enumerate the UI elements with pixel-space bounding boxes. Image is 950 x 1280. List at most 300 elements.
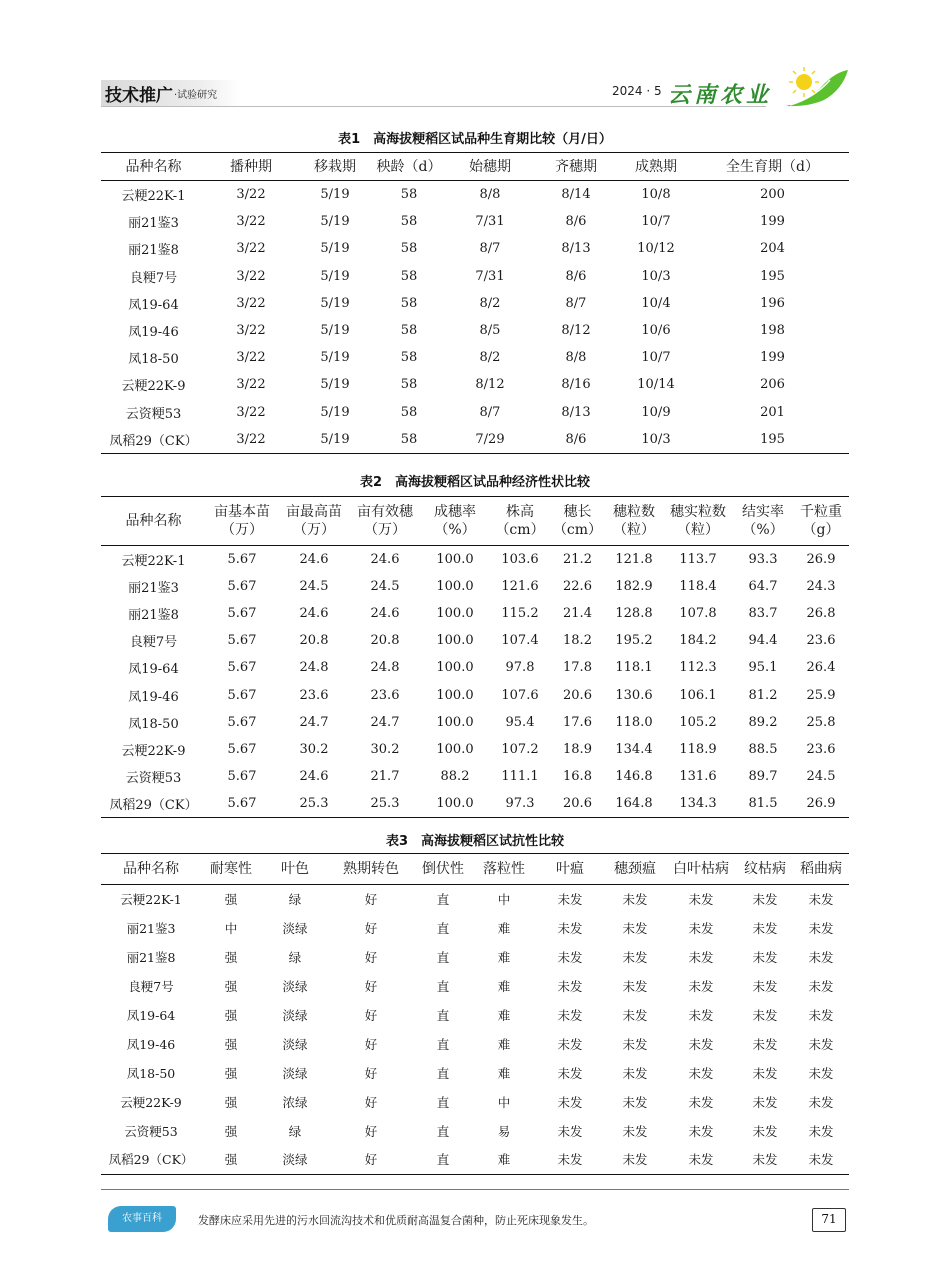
- header-brand: 技术推广: [105, 85, 173, 106]
- table-row: [101, 573, 849, 600]
- table-cell: 58: [400, 350, 418, 366]
- table-cell: 25.8: [806, 714, 836, 730]
- table-cell: 未发: [688, 1036, 714, 1052]
- table-row: [101, 317, 849, 344]
- table-cell: 24.8: [370, 660, 400, 676]
- variety-name-cell: 凤19-64: [128, 662, 179, 678]
- column-header-label: 亩有效穗: [357, 504, 413, 520]
- table-cell: 3/22: [236, 268, 266, 284]
- table-cell: 好: [364, 950, 378, 966]
- table-cell: 88.5: [748, 741, 778, 757]
- table-cell: 58: [400, 431, 418, 447]
- table-cell: 5/19: [320, 431, 350, 447]
- table-cell: 5/19: [320, 323, 350, 339]
- table-cell: 未发: [688, 892, 714, 908]
- table-cell: 201: [760, 404, 785, 420]
- table-cell: 112.3: [679, 660, 717, 676]
- table-cell: 难: [497, 1065, 511, 1081]
- table-cell: 24.3: [806, 579, 836, 595]
- column-header: 稻曲病: [800, 861, 842, 877]
- table-cell: 直: [436, 1094, 450, 1110]
- table-cell: 24.7: [299, 714, 329, 730]
- table-cell: 绿: [288, 950, 302, 966]
- table-cell: 21.7: [370, 768, 400, 784]
- table-cell: 107.8: [679, 606, 717, 622]
- variety-name-cell: 云粳22K-9: [120, 1094, 182, 1110]
- table-cell: 未发: [688, 950, 714, 966]
- table-cell: 25.3: [370, 795, 400, 811]
- table-cell: 淡绿: [282, 921, 308, 937]
- table-cell: 121.8: [615, 552, 653, 568]
- table-cell: 未发: [622, 979, 648, 995]
- table-cell: 8/12: [561, 323, 591, 339]
- table-cell: 5/19: [320, 187, 350, 203]
- table-cell: 89.2: [748, 714, 778, 730]
- column-header: 叶色: [281, 861, 309, 877]
- table-cell: 中: [497, 1094, 511, 1110]
- table-cell: 好: [364, 979, 378, 995]
- column-header-label: 品种名称: [125, 513, 182, 529]
- header-divider: [101, 106, 766, 107]
- table-cell: 8/2: [479, 295, 501, 311]
- variety-name-cell: 凤19-46: [128, 325, 179, 341]
- table-cell: 3/22: [236, 350, 266, 366]
- column-header-label: 穗粒数: [613, 504, 655, 520]
- table-cell: 81.2: [748, 687, 778, 703]
- table-cell: 18.2: [563, 633, 592, 649]
- table-cell: 中: [497, 892, 511, 908]
- table-row: [101, 1145, 849, 1174]
- column-header: 落粒性: [483, 861, 525, 877]
- table-cell: 195.2: [615, 633, 653, 649]
- table-cell: 未发: [557, 1094, 583, 1110]
- table-cell: 8/6: [565, 268, 587, 284]
- table-cell: 23.6: [806, 633, 836, 649]
- table-cell: 10/6: [641, 323, 671, 339]
- variety-name-cell: 云粳22K-1: [121, 189, 186, 205]
- table-cell: 131.6: [679, 768, 717, 784]
- column-header: 播种期: [230, 158, 272, 175]
- table-cell: 3/22: [236, 187, 266, 203]
- table-cell: 强: [224, 950, 238, 966]
- table-row: [101, 1116, 849, 1145]
- table-cell: 118.4: [679, 579, 717, 595]
- table-cell: 未发: [622, 1094, 648, 1110]
- table-cell: 23.6: [370, 687, 400, 703]
- column-header: [490, 497, 550, 546]
- table-cell: 146.8: [615, 768, 653, 784]
- table-cell: 58: [400, 404, 418, 420]
- table-cell: 强: [224, 1008, 238, 1023]
- table-cell: 未发: [808, 892, 834, 908]
- column-header: [605, 497, 663, 546]
- table-cell: 100.0: [436, 687, 474, 703]
- column-header: 穗颈瘟: [614, 861, 656, 877]
- table-cell: 26.9: [806, 552, 836, 568]
- variety-name-cell: 丽21鉴3: [128, 216, 179, 232]
- table-cell: 好: [364, 921, 378, 937]
- table-cell: 8/7: [565, 295, 587, 311]
- footer-badge: 农事百科: [108, 1206, 176, 1232]
- column-header: 熟期转色: [343, 861, 399, 877]
- table-cell: 好: [364, 1152, 378, 1168]
- table-cell: 100.0: [436, 660, 474, 676]
- table-cell: 直: [436, 1036, 450, 1052]
- column-header: 倒伏性: [422, 861, 464, 877]
- table-row: [101, 681, 849, 708]
- table-cell: 58: [400, 323, 418, 339]
- table-cell: 强: [224, 1065, 238, 1081]
- table-cell: 64.7: [748, 579, 778, 595]
- table-cell: 3/22: [236, 241, 266, 257]
- table-cell: 58: [400, 295, 418, 311]
- table-economic-traits: [101, 472, 849, 818]
- table-cell: 5/19: [320, 377, 350, 393]
- table-cell: 未发: [557, 1152, 583, 1168]
- table-cell: 未发: [557, 921, 583, 937]
- table-cell: 94.4: [748, 633, 778, 649]
- table-cell: 未发: [808, 1152, 834, 1168]
- column-header: 全生育期（d）: [726, 158, 819, 175]
- table-row: [101, 627, 849, 654]
- table-cell: 未发: [622, 921, 648, 937]
- table-cell: 8/16: [561, 377, 591, 393]
- column-header-label: 穗实粒数: [670, 504, 726, 520]
- column-header: 品种名称: [123, 861, 179, 877]
- table-cell: 18.9: [563, 741, 592, 757]
- journal-logo-sun-icon: [780, 64, 850, 108]
- table-cell: 200: [760, 187, 785, 203]
- table-cell: 17.6: [563, 714, 592, 730]
- table-cell: 10/7: [641, 214, 671, 230]
- column-header-label: 株高: [506, 504, 534, 520]
- table-cell: 111.1: [501, 768, 539, 784]
- table-title: 表3 高海拔粳稻区试抗性比较: [385, 834, 565, 849]
- table-cell: 24.6: [370, 552, 400, 568]
- table-cell: 5.67: [227, 606, 257, 622]
- column-header: [663, 497, 733, 546]
- table-cell: 5/19: [320, 404, 350, 420]
- table-cell: 难: [497, 979, 511, 995]
- table-cell: 未发: [688, 1008, 714, 1023]
- table-row: [101, 1001, 849, 1030]
- table-cell: 未发: [688, 1065, 714, 1081]
- table-cell: 8/2: [479, 350, 501, 366]
- table-cell: 5.67: [227, 633, 257, 649]
- table-cell: 58: [400, 268, 418, 284]
- table-cell: 58: [400, 187, 418, 203]
- table-cell: 8/7: [479, 241, 501, 257]
- table-cell: 强: [224, 1036, 238, 1052]
- table-cell: 淡绿: [282, 979, 308, 995]
- table-cell: 25.3: [299, 795, 329, 811]
- table-cell: 直: [436, 1152, 450, 1168]
- table-cell: 未发: [557, 892, 583, 908]
- table-cell: 97.3: [505, 795, 535, 811]
- variety-name-cell: 丽21鉴8: [128, 243, 179, 259]
- variety-name-cell: 凤稻29（CK）: [108, 1152, 194, 1168]
- table-cell: 直: [436, 1123, 450, 1139]
- column-header: 秧龄（d）: [376, 158, 442, 175]
- table-cell: 未发: [622, 1008, 648, 1023]
- table-cell: 103.6: [501, 552, 539, 568]
- column-header: 品种名称: [125, 158, 182, 175]
- table-cell: 58: [400, 241, 418, 257]
- table-cell: 未发: [808, 1008, 834, 1023]
- table-cell: 100.0: [436, 552, 474, 568]
- column-header: 纹枯病: [744, 861, 786, 877]
- table-cell: 195: [760, 431, 785, 447]
- table-cell: 5.67: [227, 795, 257, 811]
- variety-name-cell: 凤稻29（CK）: [109, 433, 198, 449]
- variety-name-cell: 凤稻29（CK）: [109, 797, 198, 813]
- table-cell: 3/22: [236, 404, 266, 420]
- table-cell: 未发: [688, 1094, 714, 1110]
- table-cell: 5/19: [320, 295, 350, 311]
- column-header: 移栽期: [314, 158, 356, 175]
- column-header: [101, 497, 206, 546]
- table-cell: 199: [760, 214, 785, 230]
- table-cell: 24.7: [370, 714, 400, 730]
- table-cell: 3/22: [236, 377, 266, 393]
- table-title: 表1 高海拔粳稻区试品种生育期比较（月/日）: [338, 132, 612, 147]
- table-cell: 未发: [688, 1123, 714, 1139]
- table-row: [101, 763, 849, 790]
- table-cell: 未发: [752, 892, 778, 908]
- table-cell: 强: [224, 1152, 238, 1168]
- table-row: [101, 1058, 849, 1087]
- table-cell: 118.0: [615, 714, 653, 730]
- table-cell: 107.4: [501, 633, 539, 649]
- table-cell: 115.2: [501, 606, 539, 622]
- table-cell: 强: [224, 979, 238, 995]
- table-cell: 30.2: [370, 741, 400, 757]
- table-cell: 184.2: [679, 633, 717, 649]
- table-cell: 淡绿: [282, 1152, 308, 1168]
- column-header-unit: （%）: [434, 522, 476, 538]
- table-cell: 24.5: [299, 579, 329, 595]
- table-cell: 未发: [622, 1152, 648, 1168]
- table-cell: 23.6: [299, 687, 329, 703]
- table-cell: 3/22: [236, 295, 266, 311]
- table-cell: 未发: [557, 1123, 583, 1139]
- header-section-label: [101, 80, 241, 106]
- column-header-unit: （g）: [802, 522, 840, 538]
- table-cell: 5.67: [227, 741, 257, 757]
- variety-name-cell: 丽21鉴3: [128, 581, 179, 597]
- table-header-row: [101, 854, 849, 885]
- table-cell: 绿: [288, 892, 302, 908]
- table-cell: 134.3: [679, 795, 717, 811]
- table-cell: 未发: [752, 1123, 778, 1139]
- table-cell: 难: [497, 921, 511, 937]
- table-cell: 未发: [808, 921, 834, 937]
- table-row: [101, 1029, 849, 1058]
- table-cell: 5.67: [227, 579, 257, 595]
- table-cell: 83.7: [748, 606, 778, 622]
- table-row: [101, 736, 849, 763]
- table-cell: 中: [224, 921, 238, 937]
- table-cell: 24.6: [299, 552, 329, 568]
- variety-name-cell: 云粳22K-1: [120, 892, 182, 908]
- variety-name-cell: 丽21鉴8: [128, 608, 179, 624]
- table-cell: 10/3: [641, 431, 671, 447]
- table-cell: 100.0: [436, 714, 474, 730]
- table-cell: 7/29: [475, 431, 505, 447]
- table-cell: 未发: [752, 1065, 778, 1081]
- variety-name-cell: 云粳22K-9: [121, 379, 186, 395]
- table-cell: 95.1: [748, 660, 778, 676]
- column-header: [550, 497, 605, 546]
- column-header: 始穗期: [469, 158, 511, 175]
- table-cell: 26.8: [806, 606, 836, 622]
- table-cell: 未发: [688, 1152, 714, 1168]
- table-row: [101, 399, 849, 426]
- table-cell: 25.9: [806, 687, 836, 703]
- column-header-unit: （粒）: [677, 522, 719, 538]
- table-cell: 难: [497, 1008, 511, 1023]
- table-cell: 未发: [752, 979, 778, 995]
- table-cell: 未发: [808, 1065, 834, 1081]
- variety-name-cell: 凤18-50: [128, 352, 179, 368]
- table-cell: 易: [497, 1123, 511, 1139]
- table-cell: 58: [400, 214, 418, 230]
- table-cell: 强: [224, 892, 238, 908]
- header-subsection: ·试验研究: [174, 89, 218, 101]
- table-cell: 20.6: [563, 795, 592, 811]
- table-cell: 24.5: [370, 579, 400, 595]
- table-cell: 好: [364, 1065, 378, 1081]
- table-cell: 16.8: [563, 768, 592, 784]
- table-cell: 106.1: [679, 687, 717, 703]
- variety-name-cell: 良粳7号: [129, 635, 178, 651]
- table-cell: 5.67: [227, 687, 257, 703]
- table-cell: 130.6: [615, 687, 653, 703]
- table-cell: 未发: [688, 979, 714, 995]
- table-cell: 100.0: [436, 633, 474, 649]
- column-header: 白叶枯病: [673, 861, 729, 877]
- table-cell: 未发: [622, 950, 648, 966]
- column-header: [733, 497, 793, 546]
- table-cell: 直: [436, 892, 450, 908]
- column-header: [420, 497, 490, 546]
- variety-name-cell: 云资粳53: [124, 1123, 178, 1139]
- table-cell: 24.6: [370, 606, 400, 622]
- table-cell: 26.9: [806, 795, 836, 811]
- table-cell: 21.4: [563, 606, 592, 622]
- variety-name-cell: 云资粳53: [125, 406, 182, 422]
- table-cell: 5.67: [227, 768, 257, 784]
- table-cell: 8/7: [479, 404, 501, 420]
- table-title: 表2 高海拔粳稻区试品种经济性状比较: [359, 475, 591, 490]
- table-cell: 95.4: [505, 714, 535, 730]
- table-cell: 直: [436, 979, 450, 995]
- column-header-unit: （万）: [221, 522, 263, 538]
- table-cell: 134.4: [615, 741, 653, 757]
- table-row: [101, 181, 849, 209]
- table-row: [101, 972, 849, 1001]
- table-cell: 24.6: [299, 768, 329, 784]
- table-cell: 24.8: [299, 660, 329, 676]
- table-cell: 未发: [808, 1123, 834, 1139]
- table-cell: 未发: [557, 950, 583, 966]
- table-cell: 21.2: [563, 552, 592, 568]
- table-cell: 未发: [808, 979, 834, 995]
- table-header-row: [101, 497, 849, 546]
- table-cell: 好: [364, 1094, 378, 1110]
- column-header-unit: （万）: [364, 522, 406, 538]
- table-cell: 未发: [808, 1094, 834, 1110]
- variety-name-cell: 凤19-46: [128, 689, 179, 705]
- table-cell: 20.8: [370, 633, 400, 649]
- table-cell: 直: [436, 1065, 450, 1081]
- table-cell: 好: [364, 1008, 378, 1023]
- table-cell: 20.8: [299, 633, 329, 649]
- table-row: [101, 235, 849, 262]
- table-cell: 196: [760, 295, 785, 311]
- variety-name-cell: 凤19-46: [126, 1036, 176, 1052]
- table-cell: 107.2: [501, 741, 539, 757]
- table-cell: 198: [760, 323, 785, 339]
- variety-name-cell: 云资粳53: [125, 770, 182, 786]
- table-cell: 淡绿: [282, 1065, 308, 1081]
- table-cell: 58: [400, 377, 418, 393]
- table-cell: 未发: [622, 1123, 648, 1139]
- table-cell: 100.0: [436, 606, 474, 622]
- column-header: [793, 497, 849, 546]
- table-growth-period: [101, 129, 849, 454]
- table-cell: 5.67: [227, 660, 257, 676]
- table-cell: 浓绿: [282, 1094, 308, 1110]
- table-cell: 难: [497, 1036, 511, 1052]
- table-row: [101, 709, 849, 736]
- table-cell: 8/14: [561, 187, 591, 203]
- table-cell: 未发: [557, 1036, 583, 1052]
- table-cell: 10/14: [637, 377, 675, 393]
- table-cell: 3/22: [236, 431, 266, 447]
- table-cell: 24.6: [299, 606, 329, 622]
- table-cell: 好: [364, 1123, 378, 1139]
- table-cell: 100.0: [436, 741, 474, 757]
- table-cell: 直: [436, 1008, 450, 1023]
- table-cell: 7/31: [475, 214, 505, 230]
- column-header: [206, 497, 278, 546]
- table-cell: 5.67: [227, 552, 257, 568]
- table-cell: 199: [760, 350, 785, 366]
- table-cell: 10/7: [641, 350, 671, 366]
- table-cell: 未发: [752, 1008, 778, 1023]
- table-cell: 未发: [557, 1008, 583, 1023]
- column-header: 叶瘟: [556, 861, 584, 877]
- table-cell: 24.5: [806, 768, 836, 784]
- table-cell: 10/9: [641, 404, 671, 420]
- table-cell: 8/5: [479, 323, 501, 339]
- table-cell: 88.2: [440, 768, 470, 784]
- table-cell: 未发: [622, 1036, 648, 1052]
- table-cell: 10/12: [637, 241, 675, 257]
- table-cell: 97.8: [505, 660, 535, 676]
- column-header: 齐穗期: [555, 158, 597, 175]
- table-cell: 5/19: [320, 214, 350, 230]
- table-cell: 121.6: [501, 579, 539, 595]
- column-header-label: 成穗率: [434, 504, 476, 520]
- table-row: [101, 914, 849, 943]
- table-cell: 17.8: [563, 660, 592, 676]
- column-header: 耐寒性: [210, 861, 252, 877]
- table-cell: 10/3: [641, 268, 671, 284]
- table-cell: 未发: [688, 921, 714, 937]
- table-cell: 5/19: [320, 268, 350, 284]
